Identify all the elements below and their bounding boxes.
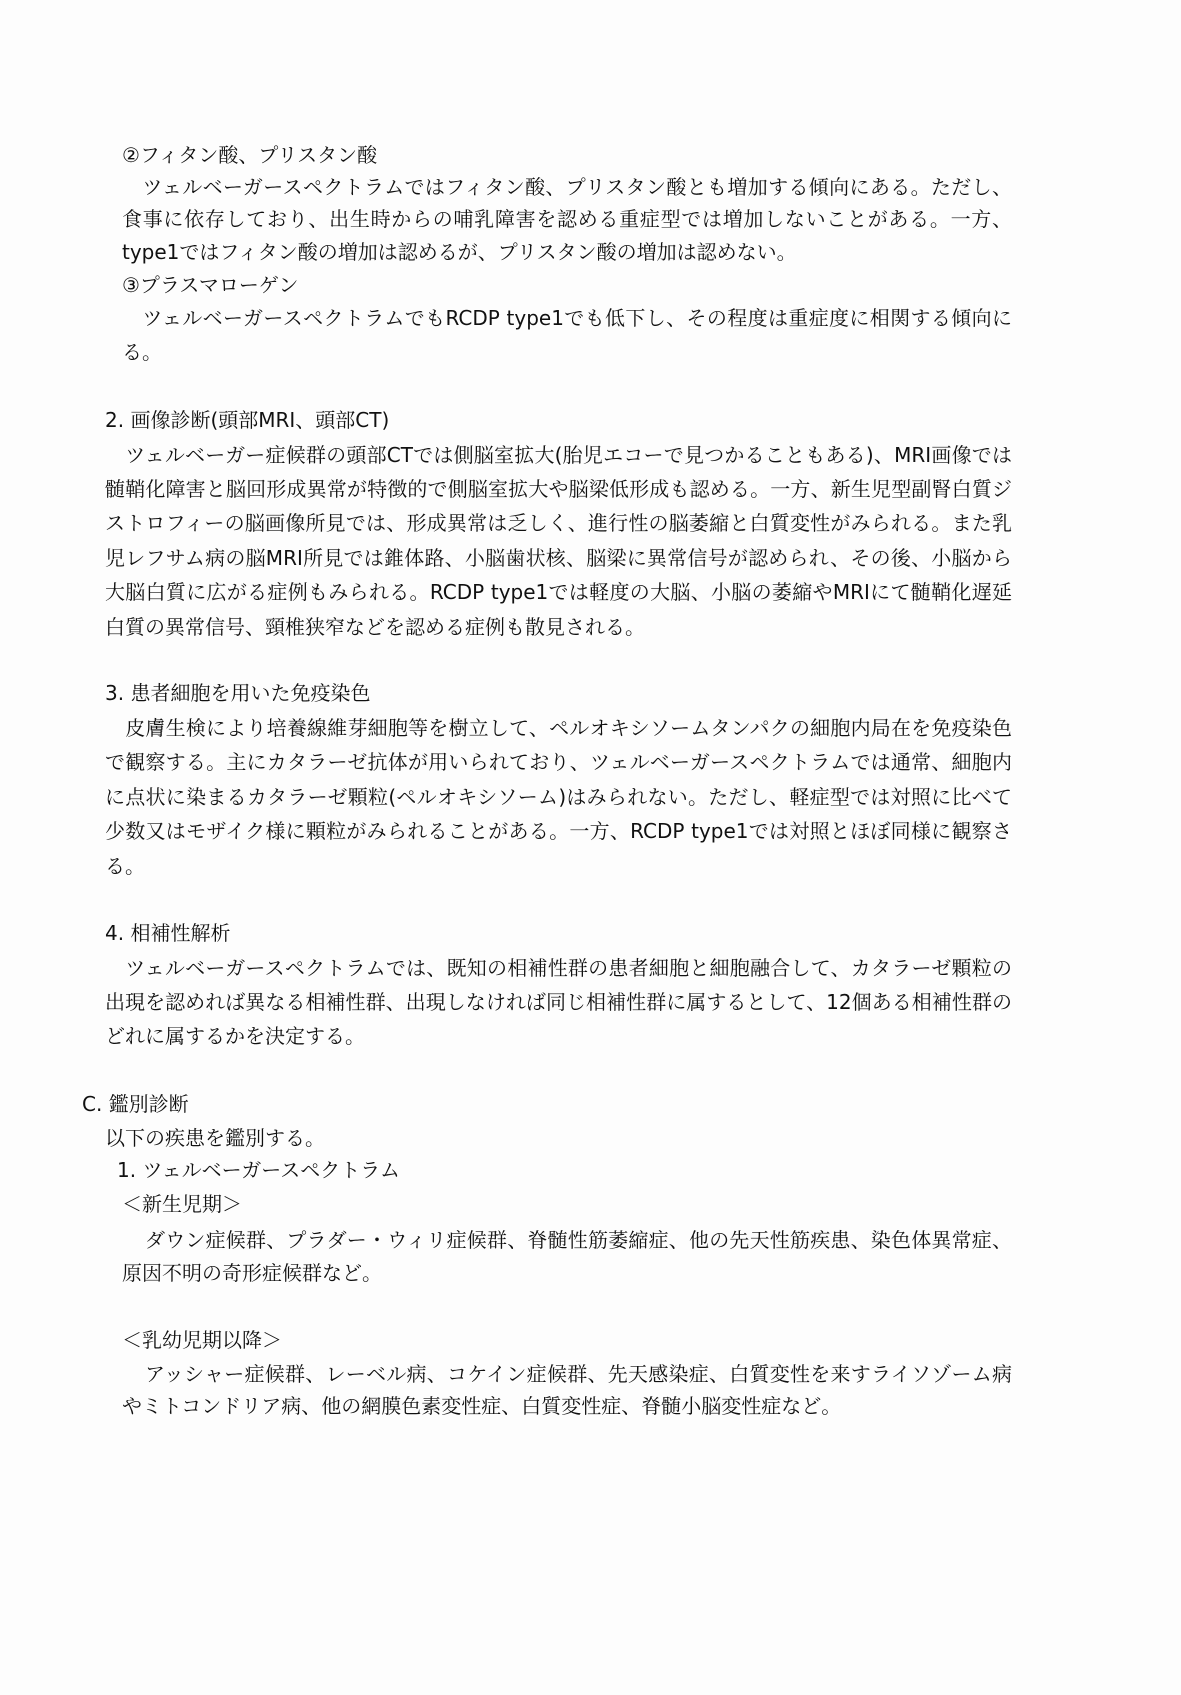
- paragraph-line: type1ではフィタン酸の増加は認めるが、プリスタン酸の増加は認めない。: [122, 240, 797, 264]
- paragraph-line: ツェルベーガースペクトラムでは、既知の相補性群の患者細胞と細胞融合して、カタラーゼ顆粒の: [105, 956, 1012, 980]
- differential-item-1: 1. ツェルベーガースペクトラム: [117, 1158, 401, 1182]
- heading-immunostaining: 3. 患者細胞を用いた免疫染色: [105, 681, 371, 705]
- paragraph-line: る。: [105, 854, 145, 878]
- heading-plasmalogen: ③プラスマローゲン: [122, 273, 299, 297]
- paragraph-line: る。: [122, 340, 162, 364]
- heading-phytanic-acid: ②フィタン酸、プリスタン酸: [122, 143, 378, 167]
- paragraph-line: ツェルベーガースペクトラムではフィタン酸、プリスタン酸とも増加する傾向にある。ただし、: [122, 175, 1012, 199]
- paragraph-line: アッシャー症候群、レーベル病、コケイン症候群、先天感染症、白質変性を来すライソゾーム病: [145, 1362, 1012, 1386]
- paragraph-line: ダウン症候群、プラダー・ウィリ症候群、脊髄性筋萎縮症、他の先天性筋疾患、染色体異常症、: [145, 1228, 1012, 1252]
- neonatal-heading: ＜新生児期＞: [122, 1192, 242, 1216]
- paragraph-line: 少数又はモザイク様に顆粒がみられることがある。一方、RCDP type1では対照とほぼ同様に観察さ: [105, 819, 1012, 843]
- paragraph-line: ツェルベーガースペクトラムでもRCDP type1でも低下し、その程度は重症度に相関する傾向に: [142, 306, 1012, 330]
- paragraph-line: 食事に依存しており、出生時からの哺乳障害を認める重症型では増加しないことがある。一方、: [122, 207, 1012, 231]
- paragraph-line: 皮膚生検により培養線維芽細胞等を樹立して、ペルオキシソームタンパクの細胞内局在を免疫染色: [105, 716, 1012, 740]
- heading-complementation: 4. 相補性解析: [105, 921, 231, 945]
- heading-imaging: 2. 画像診断(頭部MRI、頭部CT): [105, 408, 390, 432]
- paragraph-line: 髄鞘化障害と脳回形成異常が特徴的で側脳室拡大や脳梁低形成も認める。一方、新生児型副腎白質ジ: [105, 477, 1012, 501]
- paragraph-line: 出現を認めれば異なる相補性群、出現しなければ同じ相補性群に属するとして、12個ある相補性群の: [105, 990, 1012, 1014]
- paragraph-line: ツェルベーガー症候群の頭部CTでは側脳室拡大(胎児エコーで見つかることもある)、MRI画像では: [105, 443, 1012, 467]
- paragraph-line: で観察する。主にカタラーゼ抗体が用いられており、ツェルベーガースペクトラムでは通常、細胞内: [105, 750, 1012, 774]
- paragraph-line: 白質の異常信号、頸椎狭窄などを認める症例も散見される。: [105, 615, 645, 639]
- infant-heading: ＜乳幼児期以降＞: [122, 1328, 282, 1352]
- paragraph-line: どれに属するかを決定する。: [105, 1024, 365, 1048]
- paragraph-line: ストロフィーの脳画像所見では、形成異常は乏しく、進行性の脳萎縮と白質変性がみられる。また乳: [105, 511, 1012, 535]
- paragraph-line: やミトコンドリア病、他の網膜色素変性症、白質変性症、脊髄小脳変性症など。: [122, 1394, 842, 1418]
- paragraph-line: 児レフサム病の脳MRI所見では錐体路、小脳歯状核、脳梁に異常信号が認められ、その後、小脳から: [105, 546, 1012, 570]
- paragraph-line: 大脳白質に広がる症例もみられる。RCDP type1では軽度の大脳、小脳の萎縮やMRIにて髄鞘化遅延: [105, 580, 1012, 604]
- paragraph-line: に点状に染まるカタラーゼ顆粒(ペルオキシソーム)はみられない。ただし、軽症型では対照に比べて: [105, 785, 1012, 809]
- heading-differential-diagnosis: C. 鑑別診断: [82, 1092, 189, 1116]
- differential-intro: 以下の疾患を鑑別する。: [105, 1126, 325, 1150]
- paragraph-line: 原因不明の奇形症候群など。: [122, 1261, 382, 1285]
